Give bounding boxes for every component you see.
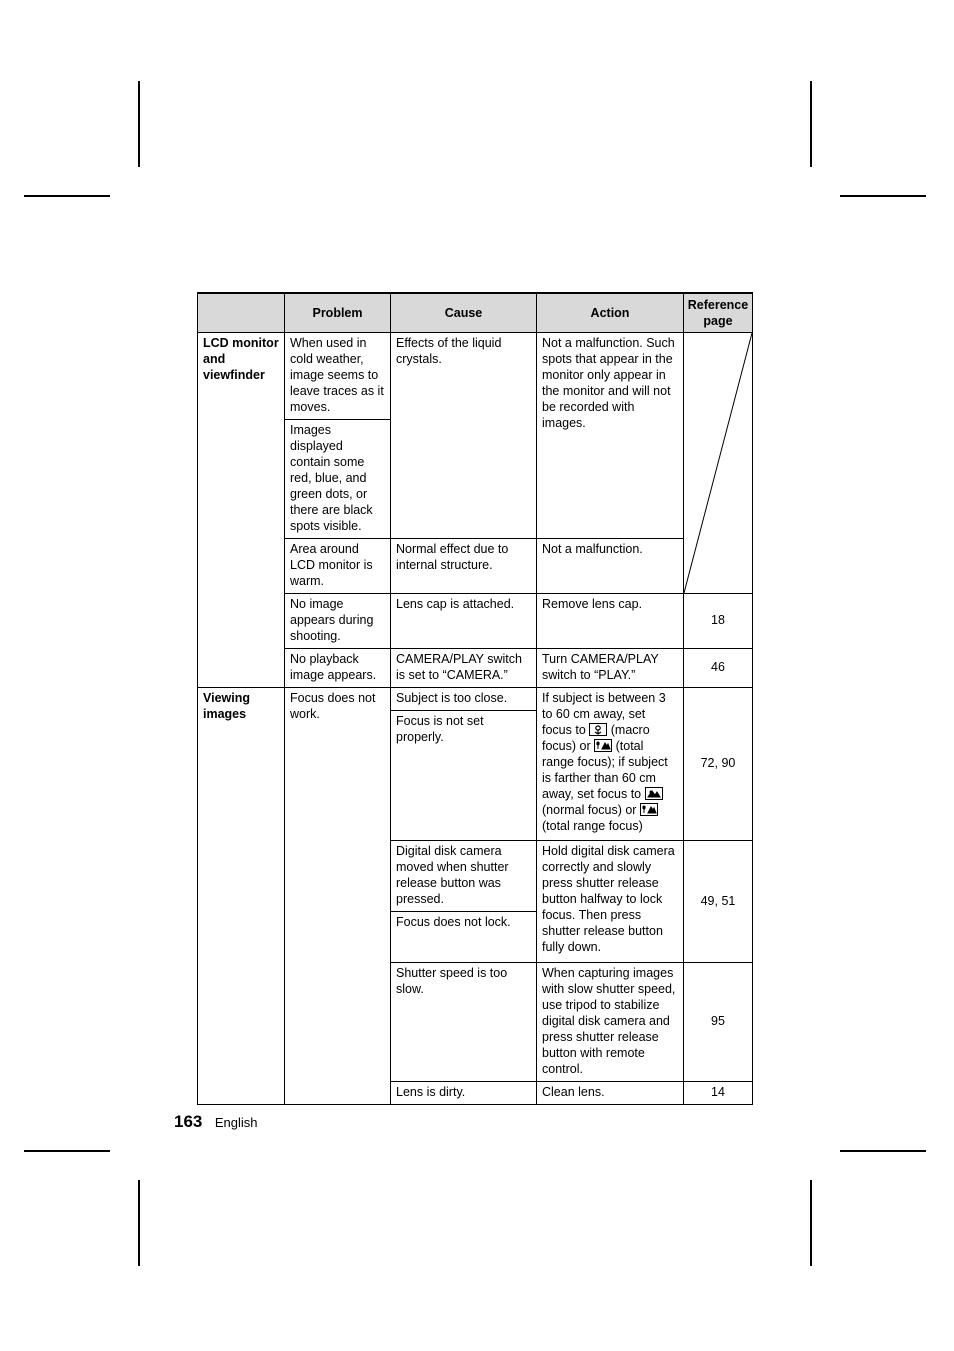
crop-mark [24, 1150, 110, 1152]
crop-mark [810, 81, 812, 167]
page-number: 163 [174, 1112, 203, 1131]
header-problem: Problem [285, 293, 391, 333]
diagonal-slash-mark [684, 333, 752, 593]
problem-cell: No image appears during shooting. [285, 594, 391, 649]
crop-mark [24, 195, 110, 197]
problem-cell: Area around LCD monitor is warm. [285, 539, 391, 594]
cause-cell: Subject is too close. [391, 688, 537, 711]
category-cell: LCD monitor and viewfinder [198, 333, 285, 688]
cause-cell: Effects of the liquid crystals. [391, 333, 537, 539]
reference-cell: 46 [684, 649, 753, 688]
table-row [198, 333, 753, 420]
reference-cell: 18 [684, 594, 753, 649]
action-cell [537, 688, 684, 841]
problem-cell: Focus does not work. [285, 688, 391, 1105]
problem-cell: Images displayed contain some red, blue, and green dots, or there are black spots visible. [285, 420, 391, 539]
crop-mark [138, 1180, 140, 1266]
table-header-row [198, 293, 753, 333]
crop-mark [138, 81, 140, 167]
cause-cell: Focus is not set properly. [391, 711, 537, 841]
action-cell: Turn CAMERA/PLAY switch to “PLAY.” [537, 649, 684, 688]
action-cell: Not a malfunction. Such spots that appear in the monitor only appear in the monitor and will not be recorded with images. [537, 333, 684, 539]
total-range-focus-icon [594, 739, 612, 752]
reference-cell-empty [684, 333, 753, 594]
category-cell: Viewing images [198, 688, 285, 1105]
total-range-focus-icon [640, 803, 658, 816]
action-text: (total range focus); if subject is farther than 60 cm away, set focus to [542, 739, 668, 801]
action-cell: Not a malfunction. [537, 539, 684, 594]
action-text: (total range focus) [542, 819, 643, 833]
reference-cell: 72, 90 [684, 688, 753, 841]
cause-cell: Lens is dirty. [391, 1082, 537, 1105]
page-footer [174, 1112, 257, 1132]
action-cell: When capturing images with slow shutter speed, use tripod to stabilize digital disk camera and press shutter release button with remote control. [537, 963, 684, 1082]
problem-cell: No playback image appears. [285, 649, 391, 688]
crop-mark [840, 1150, 926, 1152]
macro-focus-icon [589, 723, 607, 736]
cause-cell: Focus does not lock. [391, 912, 537, 963]
troubleshooting-table [197, 292, 753, 1105]
problem-cell: When used in cold weather, image seems to leave traces as it moves. [285, 333, 391, 420]
header-action: Action [537, 293, 684, 333]
table-row [198, 688, 753, 711]
header-category [198, 293, 285, 333]
cause-cell: Shutter speed is too slow. [391, 963, 537, 1082]
header-reference: Reference page [684, 293, 753, 333]
reference-cell: 49, 51 [684, 841, 753, 963]
crop-mark [840, 195, 926, 197]
cause-cell: Digital disk camera moved when shutter release button was pressed. [391, 841, 537, 912]
action-text: (normal focus) or [542, 803, 637, 817]
normal-focus-icon [645, 787, 663, 800]
action-cell: Clean lens. [537, 1082, 684, 1105]
reference-cell: 95 [684, 963, 753, 1082]
cause-cell: Lens cap is attached. [391, 594, 537, 649]
header-cause: Cause [391, 293, 537, 333]
action-cell: Remove lens cap. [537, 594, 684, 649]
cause-cell: CAMERA/PLAY switch is set to “CAMERA.” [391, 649, 537, 688]
crop-mark [810, 1180, 812, 1266]
footer-language: English [214, 1115, 258, 1130]
action-text: (macro focus) or [542, 723, 650, 753]
action-text: If subject is between 3 to 60 cm away, set focus to [542, 691, 666, 737]
cause-cell: Normal effect due to internal structure. [391, 539, 537, 594]
reference-cell: 14 [684, 1082, 753, 1105]
action-cell: Hold digital disk camera correctly and slowly press shutter release button halfway to lock focus. Then press shutter release button fully down. [537, 841, 684, 963]
